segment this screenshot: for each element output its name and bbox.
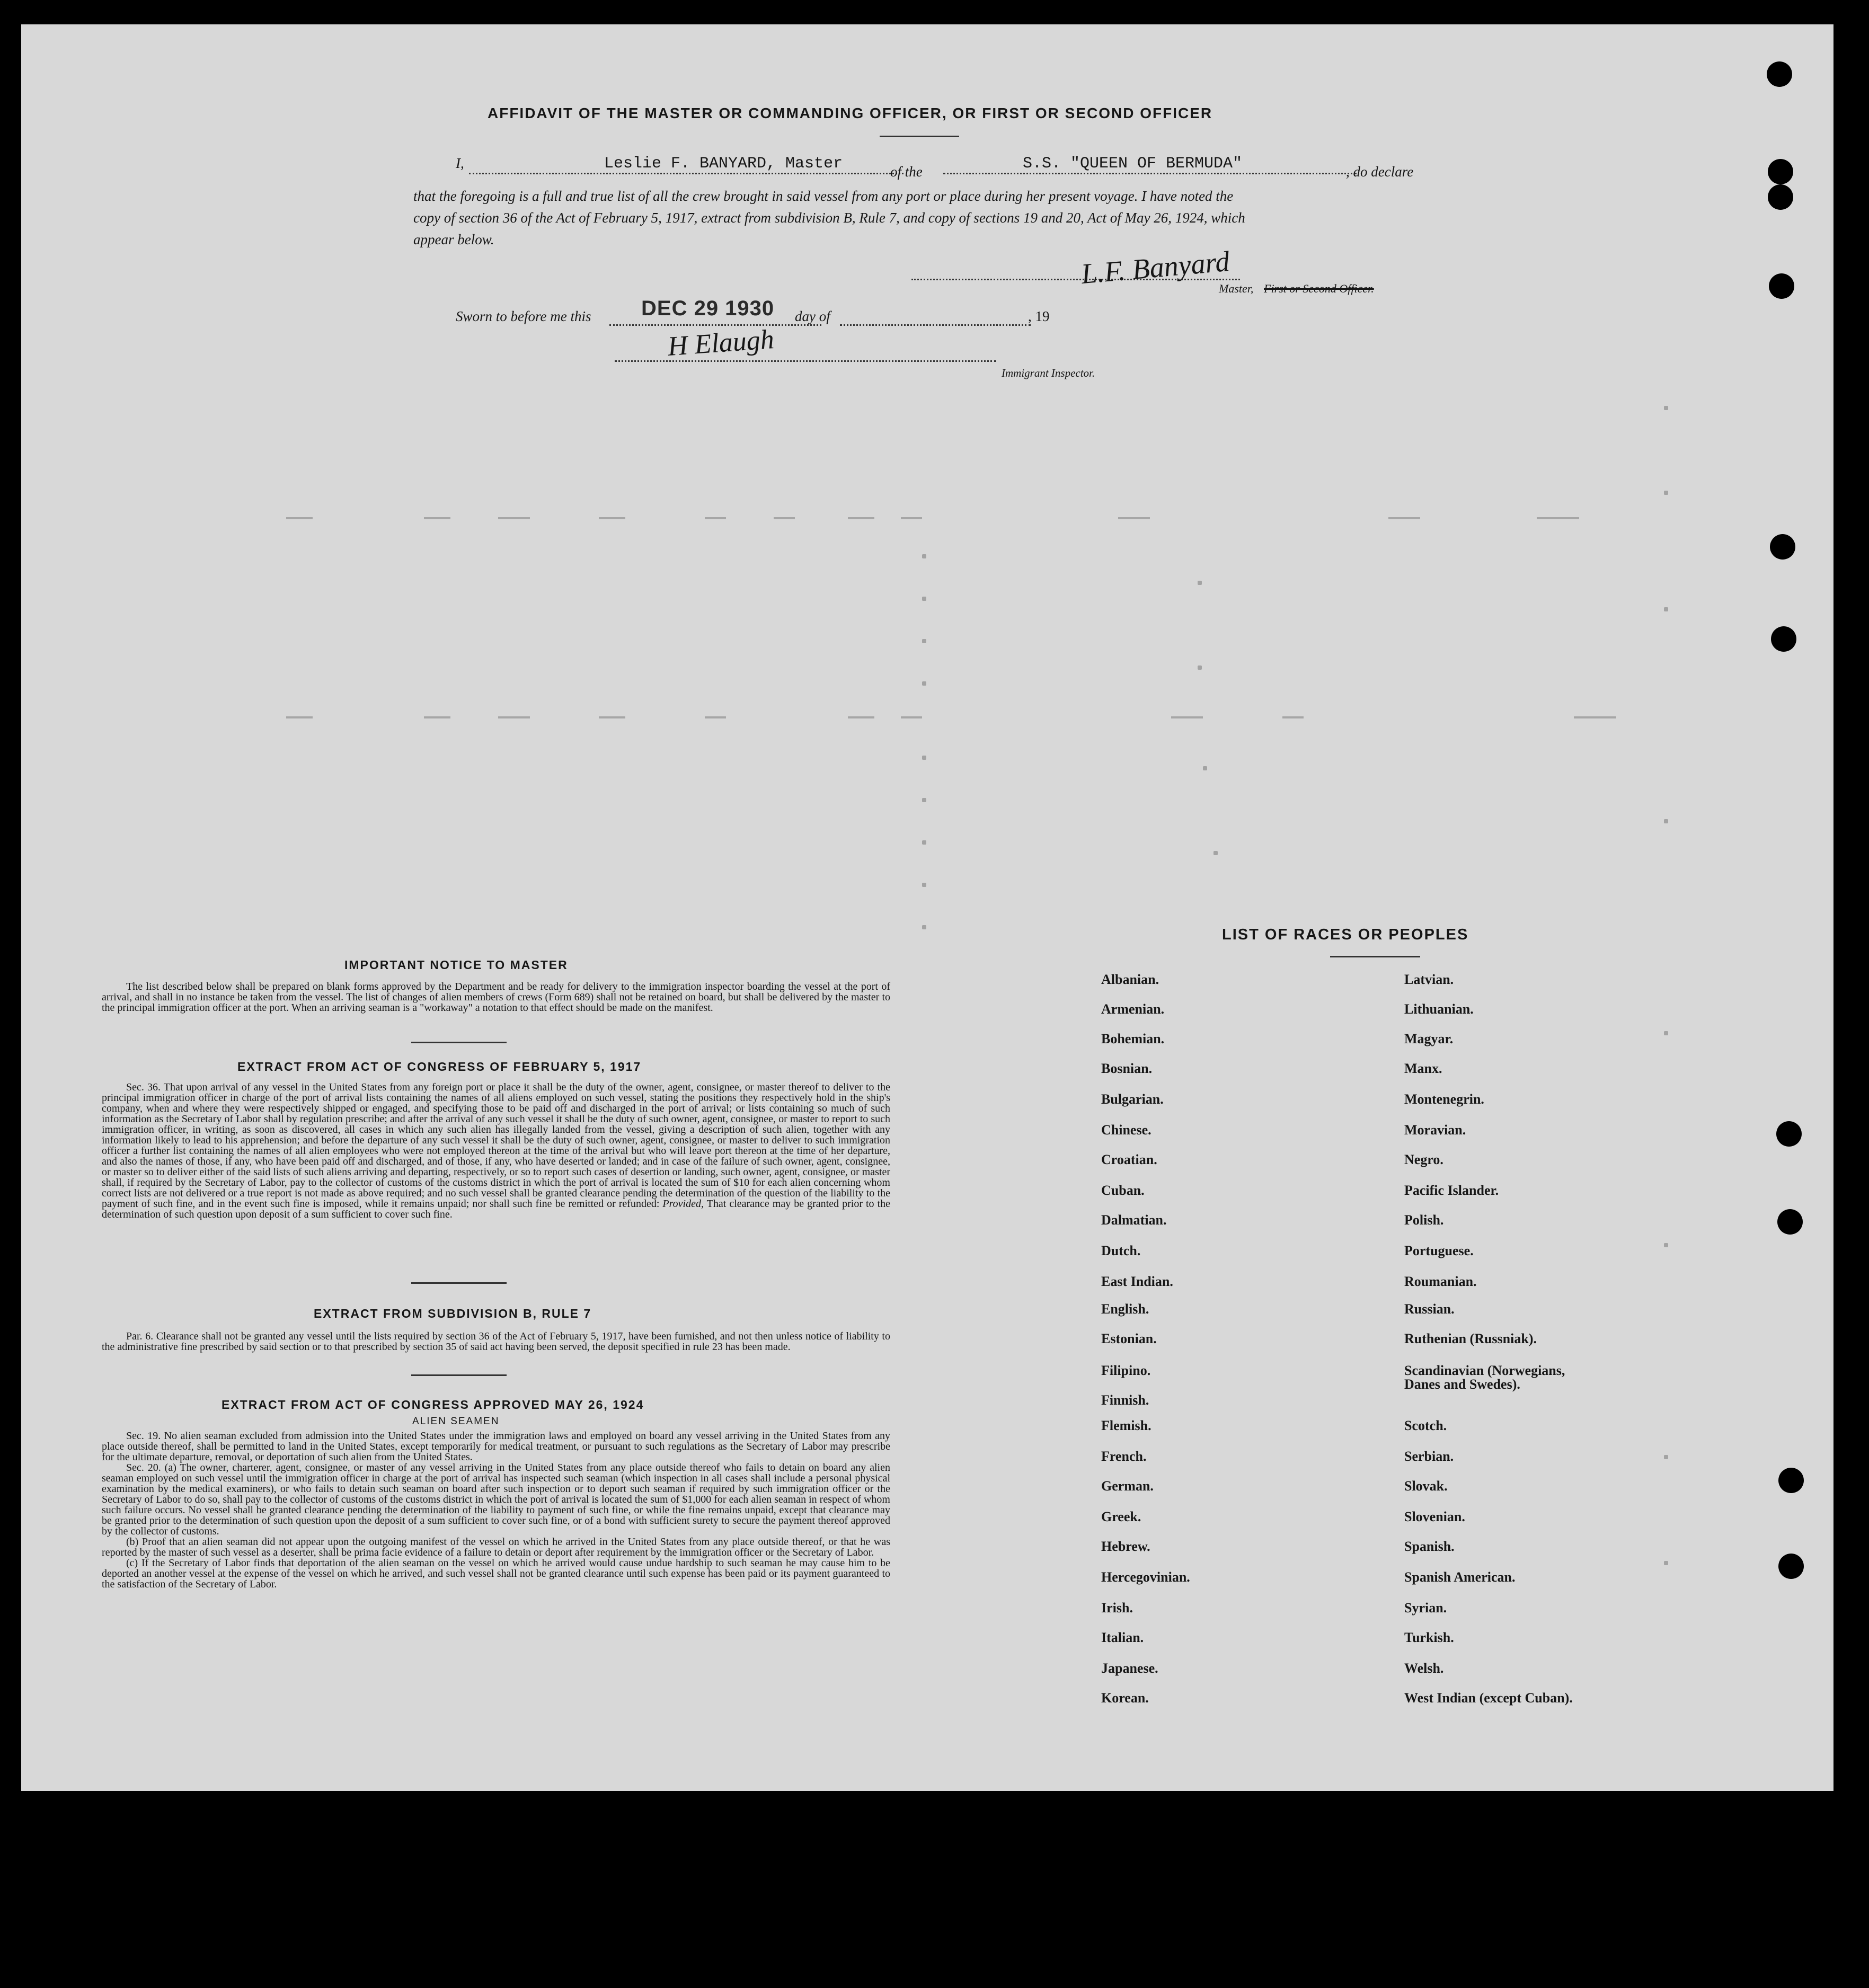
extract-1917-body-end: That clearance may be granted prior to the determination of such question upon deposit of a sum sufficient to cover such fine.	[102, 1198, 891, 1220]
left-race-item: East Indian.	[1101, 1274, 1173, 1289]
right-race-item: Roumanian.	[1404, 1274, 1477, 1289]
vessel-name: S.S. "QUEEN OF BERMUDA"	[1023, 155, 1243, 173]
master-signature: L.F. Banyard	[1079, 245, 1231, 290]
right-race-item: Welsh.	[1404, 1661, 1444, 1676]
do-declare-label: , do declare	[1346, 164, 1414, 180]
left-race-item: Dutch.	[1101, 1243, 1141, 1258]
extract-1917-title: EXTRACT FROM ACT OF CONGRESS OF FEBRUARY 5, 1917	[237, 1060, 642, 1073]
inspector-label: Immigrant Inspector.	[1002, 367, 1095, 379]
right-race-item: Latvian.	[1404, 972, 1454, 987]
right-race-item: Scandinavian (Norwegians,	[1404, 1363, 1565, 1378]
punch-hole	[1770, 534, 1795, 560]
extract-1917-divider	[411, 1282, 507, 1284]
extract-1924-sec20a: Sec. 20. (a) The owner, charterer, agent, consignee, or master of any vessel arriving in the United States from any place outside thereof who fails to detain on board any alien seaman employed on such vessel until the immigration officer in charge at the port of arrival has inspected such seaman (which inspection in all cases shall include a personal physical examination by the medical examiners), or who fails to detain such seaman on board after such inspection or to deport such seaman if required by such immigration officer or the Secretary of Labor to do so, shall pay to the collector of customs of the customs district in which the port of arrival is located the sum of $1,000 for each alien seaman in respect of whom such failure occurs. No vessel shall be granted clearance pending the determination of the liability to payment of such fine, or while the fine remains unpaid, except that clearance may be granted prior to the determination of such question upon the deposit of a sum sufficient to cover such fine, or of a bond with sufficient surety to secure the payment thereof approved by the collector of customs.	[102, 1462, 890, 1537]
notice-divider	[411, 1042, 507, 1043]
master-name: Leslie F. BANYARD, Master	[604, 155, 843, 173]
punch-hole	[1771, 626, 1796, 652]
right-race-item: Scotch.	[1404, 1418, 1447, 1433]
extract-1917-sec-label: Sec. 36.	[126, 1081, 161, 1093]
document-page	[21, 24, 1833, 1791]
extract-1924-subtitle: ALIEN SEAMEN	[412, 1416, 500, 1427]
punch-hole	[1767, 61, 1792, 87]
left-race-item: English.	[1101, 1301, 1149, 1317]
left-race-item: Croatian.	[1101, 1152, 1157, 1167]
punch-hole	[1778, 1468, 1804, 1493]
punch-hole	[1777, 1209, 1803, 1235]
left-race-item: Hercegovinian.	[1101, 1569, 1190, 1585]
left-race-item: Bohemian.	[1101, 1031, 1165, 1046]
left-race-item: Finnish.	[1101, 1392, 1149, 1408]
extract-rule7-body: Par. 6. Clearance shall not be granted any vessel until the lists required by section 36 of the Act of February 5, 1917, have been furnished, and not then unless notice of liability to the administrative fine prescribed by said section or to that prescribed by section 35 of said act having been served, the deposit specified in rule 23 has been made.	[102, 1330, 890, 1353]
of-the-label: of the	[890, 164, 923, 180]
right-race-item: West Indian (except Cuban).	[1404, 1690, 1573, 1706]
right-race-item: Syrian.	[1404, 1600, 1447, 1616]
right-race-item: Turkish.	[1404, 1630, 1454, 1645]
notice-text-block	[102, 981, 890, 1013]
left-race-item: Bosnian.	[1101, 1061, 1153, 1076]
date-stamp: DEC 29 1930	[641, 297, 775, 320]
left-race-item: Japanese.	[1101, 1661, 1158, 1676]
right-race-item: Slovenian.	[1404, 1509, 1465, 1524]
left-race-item: Flemish.	[1101, 1418, 1151, 1433]
right-race-item: Pacific Islander.	[1404, 1183, 1499, 1198]
affidavit-title: AFFIDAVIT OF THE MASTER OR COMMANDING OFFICER, OR FIRST OR SECOND OFFICER	[488, 105, 1213, 121]
left-race-item: Bulgarian.	[1101, 1091, 1164, 1107]
extract-1924-sec19: Sec. 19. No alien seaman excluded from admission into the United States under the immigration laws and employed on board any vessel arriving in the United States from any place outside thereof, shall be permitted to land in the United States, except temporarily for medical treatment, or pursuant to such regulations as the Secretary of Labor may prescribe for the ultimate departure, removal, or deportation of such alien from the United States.	[102, 1430, 890, 1463]
races-title: LIST OF RACES OR PEOPLES	[1222, 926, 1469, 943]
notice-title: IMPORTANT NOTICE TO MASTER	[344, 958, 568, 972]
extract-rule7-divider	[411, 1374, 507, 1376]
declaration-line-3: appear below.	[413, 232, 494, 247]
right-race-item: Serbian.	[1404, 1449, 1454, 1464]
right-race-item: Spanish American.	[1404, 1569, 1516, 1585]
left-race-item: Italian.	[1101, 1630, 1144, 1645]
punch-hole	[1768, 159, 1793, 184]
right-race-item: Ruthenian (Russniak).	[1404, 1331, 1537, 1346]
extract-1924-text-block	[102, 1431, 890, 1590]
extract-rule7-text-block	[102, 1331, 890, 1352]
punch-hole	[1776, 1121, 1802, 1147]
sworn-day-line	[609, 324, 821, 326]
declaration-line-2: copy of section 36 of the Act of February 5, 1917, extract from subdivision B, Rule 7, and copy of sections 19 and 20, Act of May 26, 1924, which	[413, 210, 1245, 226]
declaration-line-1: that the foregoing is a full and true list of all the crew brought in said vessel from any port or place during her present voyage. I have noted the	[413, 188, 1234, 204]
right-race-item: Magyar.	[1404, 1031, 1454, 1046]
left-race-item: Chinese.	[1101, 1122, 1151, 1138]
affidavit-i-label: I,	[456, 155, 464, 171]
extract-rule7-title: EXTRACT FROM SUBDIVISION B, RULE 7	[314, 1307, 592, 1320]
left-race-item: Estonian.	[1101, 1331, 1157, 1346]
extract-1924-sec20b: (b) Proof that an alien seaman did not appear upon the outgoing manifest of the vessel on which he arrived in the United States from any place outside thereof, or that he was reported by the master of such vessel as a deserter, shall be prima facie evidence of a failure to detain or deport after requirement by the immigration officer or the Secretary of Labor.	[102, 1536, 890, 1558]
right-race-item: Russian.	[1404, 1301, 1455, 1317]
right-race-item: Polish.	[1404, 1212, 1444, 1228]
right-race-item: Spanish.	[1404, 1539, 1455, 1554]
left-race-item: Armenian.	[1101, 1001, 1165, 1017]
right-race-item: Lithuanian.	[1404, 1001, 1474, 1017]
right-race-item: Portuguese.	[1404, 1243, 1474, 1258]
name-line	[469, 173, 904, 174]
inspector-line	[615, 360, 996, 362]
left-race-item: French.	[1101, 1449, 1147, 1464]
punch-hole	[1778, 1554, 1804, 1579]
punch-hole	[1768, 184, 1793, 210]
races-divider	[1330, 956, 1420, 957]
left-race-item: Hebrew.	[1101, 1539, 1150, 1554]
sworn-label: Sworn to before me this	[456, 308, 591, 324]
extract-1917-text-block	[102, 1082, 890, 1220]
left-race-item: Korean.	[1101, 1690, 1149, 1706]
officer-label-struck: First or Second Officer.	[1264, 282, 1374, 295]
title-divider	[880, 136, 959, 137]
day-of-label: day of	[795, 308, 830, 324]
vessel-line	[943, 173, 1357, 174]
right-race-item: Montenegrin.	[1404, 1091, 1484, 1107]
right-race-item: Negro.	[1404, 1152, 1443, 1167]
left-race-item: Albanian.	[1101, 972, 1159, 987]
inspector-signature: H Elaugh	[667, 324, 775, 362]
year-label: , 19	[1028, 308, 1050, 324]
extract-1917-body: That upon arrival of any vessel in the United States from any foreign port or place it shall be the duty of the owner, agent, consignee, or master thereof to deliver to the principal immigration officer in charge of the port of arrival lists containing the names of all aliens employed on such vessel, stating the positions they respectively hold in the ship's company, when and where they were respectively shipped or engaged, and specifying those to be paid off and discharged in the port of arrival; or lists containing so much of such information as the Secretary of Labor shall by regulation prescribe; and after the arrival of any such vessel it shall be the duty of such owner, agent, consignee, or master to report to such immigration officer, in writing, as soon as discovered, all cases in which any such alien has illegally landed from the vessel, giving a description of such alien, together with any information likely to lead to his apprehension; and before the departure of any such vessel it shall be the duty of such owner, agent, consignee, or master to deliver to such immigration officer a further list containing the names of all alien employees who were not employed thereon at the time of the arrival but who will leave port thereon at the time of her departure, and also the names of those, if any, who have been paid off and discharged, and of those, if any, who have deserted or landed; and in case of the failure of such owner, agent, consignee, or master so to deliver either of the said lists of such aliens arriving and departing, respectively, or so to report such cases of desertion or landing, such owner, agent, consignee, or master shall, if required by the Secretary of Labor, pay to the collector of customs of the customs district in which the port of arrival is located the sum of $10 for each alien concerning whom correct lists are not delivered or a true report is not made as above required; and no such vessel shall be granted clearance pending the determination of the question of the liability to the payment of such fine, and in the event such fine is imposed, while it remains unpaid; nor shall such fine be remitted or refunded:	[102, 1081, 890, 1210]
punch-hole	[1769, 273, 1794, 299]
right-race-item: Danes and Swedes).	[1404, 1377, 1520, 1392]
right-race-item: Manx.	[1404, 1061, 1442, 1076]
left-race-item: Irish.	[1101, 1600, 1133, 1616]
extract-1917-proviso: Provided,	[662, 1198, 704, 1210]
right-race-item: Moravian.	[1404, 1122, 1466, 1138]
left-race-item: Cuban.	[1101, 1183, 1145, 1198]
left-race-item: Dalmatian.	[1101, 1212, 1167, 1228]
left-race-item: Greek.	[1101, 1509, 1141, 1524]
left-race-item: German.	[1101, 1478, 1154, 1494]
master-label: Master,	[1219, 282, 1254, 295]
extract-1924-title: EXTRACT FROM ACT OF CONGRESS APPROVED MAY 26, 1924	[222, 1398, 644, 1412]
extract-1924-sec20c: (c) If the Secretary of Labor finds that deportation of the alien seaman on the vessel on which he arrived would cause undue hardship to such seaman he may cause him to be deported an another vessel at the expense of the vessel on which he arrived, and such vessel shall not be granted clearance until such expense has been paid or its payment guaranteed to the satisfaction of the Secretary of Labor.	[102, 1557, 890, 1590]
notice-body: The list described below shall be prepared on blank forms approved by the Department and be ready for delivery to the immigration inspector boarding the vessel at the port of arrival, and shall in no instance be taken from the vessel. The list of changes of alien members of crews (Form 689) shall not be retained on board, but shall be delivered by the master to the principal immigration officer at the port. When an arriving seaman is a "workaway" a notation to that effect should be made on the manifest.	[102, 981, 890, 1014]
month-line	[840, 324, 1031, 326]
right-race-item: Slovak.	[1404, 1478, 1448, 1494]
left-race-item: Filipino.	[1101, 1363, 1151, 1378]
